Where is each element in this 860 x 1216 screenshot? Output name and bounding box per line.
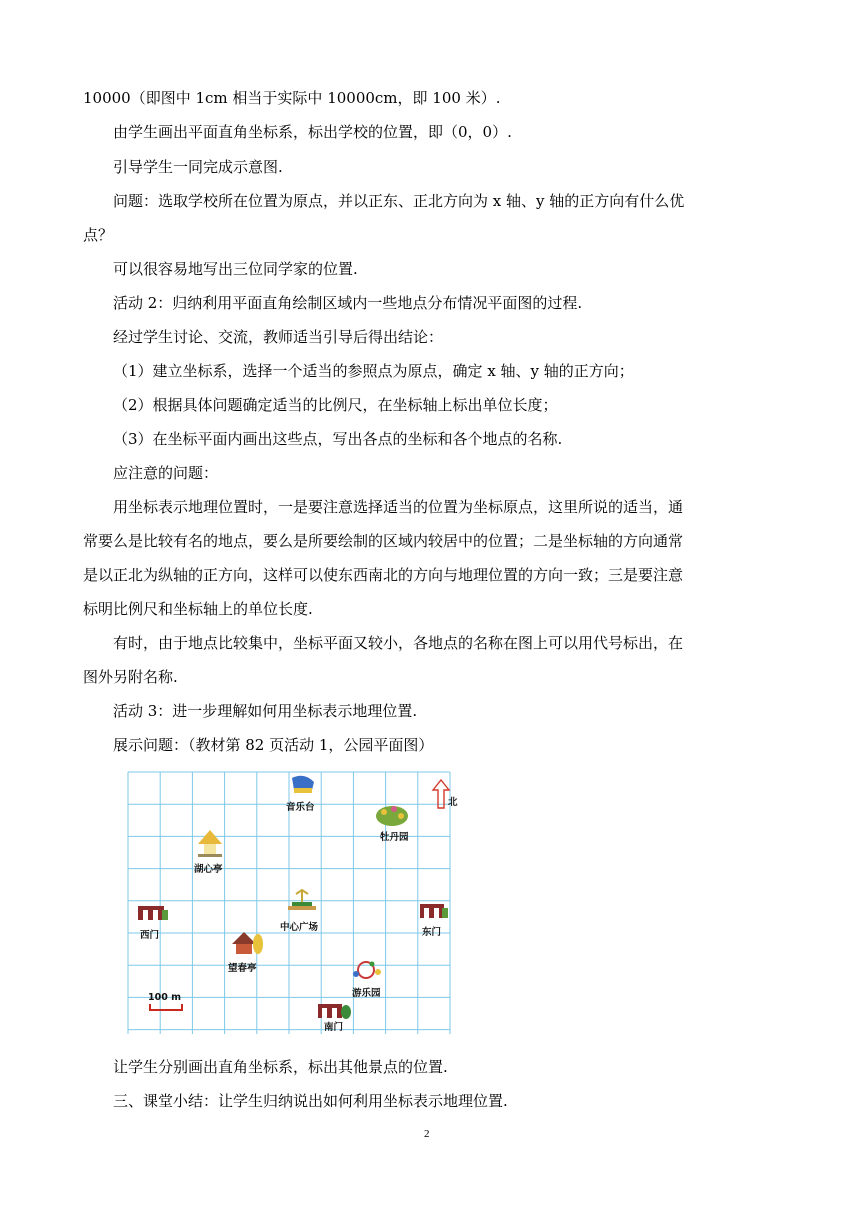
page-number: 2 (424, 1128, 430, 1140)
list-item: （2）根据具体问题确定适当的比例尺，在坐标轴上标出单位长度； (113, 396, 558, 414)
text-line: 图外另附名称. (83, 668, 178, 686)
text-line: 标明比例尺和坐标轴上的单位长度. (83, 600, 313, 618)
text-line: 可以很容易地写出三位同学家的位置. (113, 260, 358, 278)
place-label-lake-pavilion: 湖心亭 (194, 864, 223, 875)
place-label-music-stage: 音乐台 (286, 802, 315, 813)
text-line: 问题：选取学校所在位置为原点，并以正东、正北方向为 x 轴、y 轴的正方向有什么优 (113, 192, 685, 210)
text-line: 用坐标表示地理位置时，一是要注意选择适当的位置为坐标原点，这里所说的适当，通 (113, 498, 684, 516)
text-line: 应注意的问题： (113, 464, 219, 482)
text-line: 是以正北为纵轴的正方向，这样可以使东西南北的方向与地理位置的方向一致；三是要注意 (83, 566, 684, 584)
text-line: 三、课堂小结：让学生归纳说出如何利用坐标表示地理位置. (113, 1092, 508, 1110)
peony-garden-icon (376, 806, 408, 826)
place-label-south-gate: 南门 (324, 1022, 344, 1033)
text-line: 经过学生讨论、交流，教师适当引导后得出结论： (113, 328, 444, 346)
park-map (128, 772, 458, 1034)
text-line: 点？ (83, 226, 114, 244)
place-label-spring-pavilion: 望春亭 (228, 963, 257, 974)
west-gate-icon (138, 906, 168, 920)
south-gate-icon (318, 1004, 351, 1019)
text-line: 展示问题：（教材第 82 页活动 1，公园平面图） (113, 736, 434, 754)
text-line: 常要么是比较有名的地点，要么是所要绘制的区域内较居中的位置；二是坐标轴的方向通常 (83, 532, 684, 550)
text-line: 活动 3：进一步理解如何用坐标表示地理位置. (113, 702, 418, 720)
text-line: 10000（即图中 1cm 相当于实际中 10000cm，即 100 米）. (83, 89, 501, 107)
place-label-east-gate: 东门 (422, 927, 442, 938)
list-item: （1）建立坐标系，选择一个适当的参照点为原点，确定 x 轴、y 轴的正方向； (113, 362, 634, 380)
east-gate-icon (420, 904, 448, 918)
place-label-amusement-park: 游乐园 (352, 988, 381, 999)
text-line: 活动 2：归纳利用平面直角绘制区域内一些地点分布情况平面图的过程. (113, 294, 583, 312)
scale-label: 100 m (148, 992, 182, 1003)
text-line: 有时，由于地点比较集中，坐标平面又较小，各地点的名称在图上可以用代号标出，在 (113, 634, 684, 652)
place-label-west-gate: 西门 (140, 930, 160, 941)
text-line: 由学生画出平面直角坐标系，标出学校的位置，即（0，0）. (113, 123, 512, 141)
text-line: 让学生分别画出直角坐标系，标出其他景点的位置. (113, 1058, 448, 1076)
place-label-center-square: 中心广场 (280, 922, 319, 933)
text-line: 引导学生一同完成示意图. (113, 158, 283, 176)
list-item: （3）在坐标平面内画出这些点，写出各点的坐标和各个地点的名称. (113, 430, 563, 448)
north-label: 北 (448, 797, 458, 808)
place-label-peony-garden: 牡丹园 (380, 832, 409, 843)
